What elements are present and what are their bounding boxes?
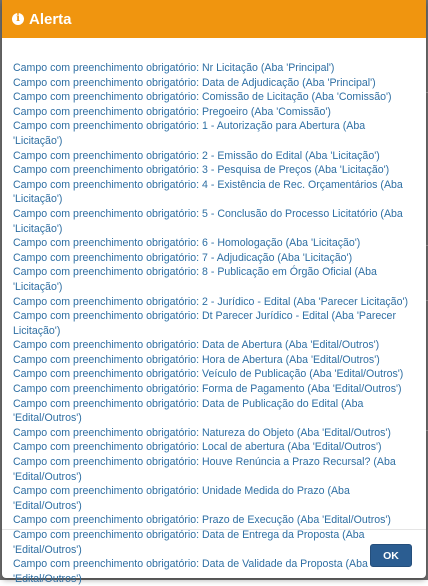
- validation-message: Campo com preenchimento obrigatório: 2 - Emissão do Edital (Aba 'Licitação'): [13, 149, 380, 162]
- validation-message: Campo com preenchimento obrigatório: Local de abertura (Aba 'Edital/Outros'): [13, 441, 382, 454]
- validation-message: Campo com preenchimento obrigatório: Forma de Pagamento (Aba 'Edital/Outros'): [13, 383, 402, 396]
- validation-message: Campo com preenchimento obrigatório: Nr Licitação (Aba 'Principal'): [13, 62, 335, 74]
- validation-message: Campo com preenchimento obrigatório: 7 - Adjudicação (Aba 'Licitação'): [13, 251, 353, 264]
- info-icon: i: [12, 13, 24, 25]
- validation-message: Campo com preenchimento obrigatório: Natureza do Objeto (Aba 'Edital/Outros'): [13, 426, 391, 439]
- dialog-footer: [2, 531, 426, 578]
- validation-message: Campo com preenchimento obrigatório: 8 - Publicação em Órgão Oficial (Aba 'Licitação'): [13, 266, 377, 293]
- validation-message: Campo com preenchimento obrigatório: 4 - Existência de Rec. Orçamentários (Aba 'Licitação'): [13, 178, 403, 206]
- validation-message: Campo com preenchimento obrigatório: 5 - Conclusão do Processo Licitatório (Aba 'Licitação'): [13, 207, 403, 235]
- dialog-header: [2, 0, 426, 38]
- validation-message: Campo com preenchimento obrigatório: Data de Adjudicação (Aba 'Principal'): [13, 76, 376, 89]
- validation-message: Campo com preenchimento obrigatório: Hora de Abertura (Aba 'Edital/Outros'): [13, 353, 380, 366]
- validation-message: Campo com preenchimento obrigatório: Data de Validade da Proposta (Aba 'Edital/Outros'): [13, 558, 368, 585]
- validation-message: Campo com preenchimento obrigatório: 6 - Homologação (Aba 'Licitação'): [13, 237, 361, 250]
- dialog-title: Alerta: [29, 10, 72, 28]
- validation-message: Campo com preenchimento obrigatório: 2 - Jurídico - Edital (Aba 'Parecer Licitação'): [13, 295, 409, 308]
- validation-message: Campo com preenchimento obrigatório: Pregoeiro (Aba 'Comissão'): [13, 105, 331, 118]
- validation-message: Campo com preenchimento obrigatório: Unidade Medida do Prazo (Aba 'Edital/Outros'): [13, 485, 350, 512]
- validation-message: Campo com preenchimento obrigatório: 3 - Pesquisa de Preços (Aba 'Licitação'): [13, 164, 390, 177]
- alert-dialog: [2, 0, 426, 585]
- validation-message: Campo com preenchimento obrigatório: Data de Entrega da Proposta (Aba 'Edital/Outros'): [13, 529, 365, 556]
- validation-message: Campo com preenchimento obrigatório: Houve Renúncia a Prazo Recursal? (Aba 'Edital/Outros'): [13, 456, 396, 483]
- validation-message: Campo com preenchimento obrigatório: Comissão de Licitação (Aba 'Comissão'): [13, 91, 392, 104]
- validation-message: Campo com preenchimento obrigatório: 1 - Autorização para Abertura (Aba 'Licitação'): [13, 120, 366, 147]
- validation-message: Campo com preenchimento obrigatório: Prazo de Execução (Aba 'Edital/Outros'): [13, 514, 391, 527]
- ok-button[interactable]: OK: [370, 544, 412, 567]
- validation-message: Campo com preenchimento obrigatório: Data de Abertura (Aba 'Edital/Outros'): [13, 339, 380, 352]
- validation-message: Campo com preenchimento obrigatório: Veículo de Publicação (Aba 'Edital/Outros'): [13, 368, 404, 381]
- validation-message: Campo com preenchimento obrigatório: Data de Publicação do Edital (Aba 'Edital/Outros'): [13, 397, 364, 425]
- validation-message: Campo com preenchimento obrigatório: Dt Parecer Jurídico - Edital (Aba 'Parecer Licitação'): [13, 310, 396, 337]
